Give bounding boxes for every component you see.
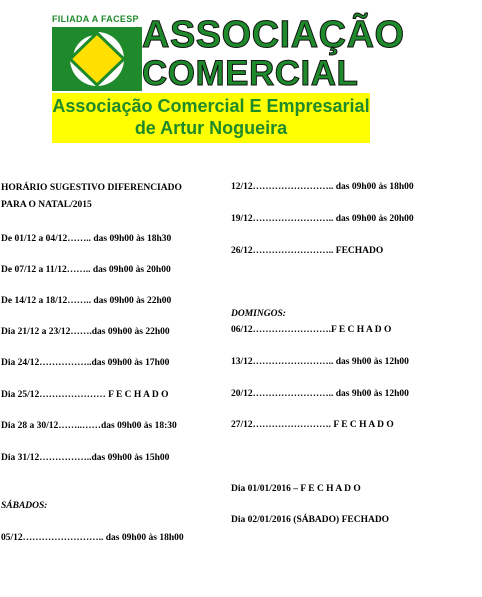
left-schedule-row: Dia 24/12……………..das 09h00 às 17h00 bbox=[1, 358, 170, 368]
logo-icon bbox=[52, 27, 142, 91]
left-schedule-row: Dia 25/12………………… F E C H A D O bbox=[1, 390, 169, 400]
saturday-row: 05/12…………………….. das 09h00 às 18h00 bbox=[1, 533, 184, 543]
saturdays-label: SÁBADOS: bbox=[1, 501, 48, 511]
left-schedule-row: Dia 31/12……………..das 09h00 às 15h00 bbox=[1, 453, 170, 463]
sunday-row: 27/12……………………. F E C H A D O bbox=[231, 420, 394, 430]
left-schedule-row: Dia 21/12 a 23/12…….das 09h00 às 22h00 bbox=[1, 327, 170, 337]
newyear-row: Dia 01/01/2016 – F E C H A D O bbox=[231, 484, 361, 494]
left-schedule-row: De 14/12 a 18/12…….. das 09h00 às 22h00 bbox=[1, 296, 172, 306]
right-schedule-row: 12/12…………………….. das 09h00 às 18h00 bbox=[231, 182, 414, 192]
left-schedule-row: Dia 28 a 30/12……..……das 09h00 às 18:30 bbox=[1, 421, 177, 431]
left-schedule-row: De 01/12 a 04/12…….. das 09h00 às 18h30 bbox=[1, 234, 172, 244]
sunday-row: 06/12…………………….F E C H A D O bbox=[231, 325, 392, 335]
newyear-row: Dia 02/01/2016 (SÁBADO) FECHADO bbox=[231, 515, 390, 525]
association-logo-mark bbox=[52, 27, 142, 91]
right-schedule-row: 26/12…………………….. FECHADO bbox=[231, 246, 384, 256]
left-schedule-row: De 07/12 a 11/12…….. das 09h00 às 20h00 bbox=[1, 265, 171, 275]
brand-title-line1: ASSOCIAÇÃO bbox=[142, 14, 405, 56]
filiada-text: FILIADA A FACESP bbox=[52, 14, 139, 24]
sunday-row: 20/12…………………….. das 9h00 às 12h00 bbox=[231, 389, 409, 399]
sundays-label: DOMINGOS: bbox=[231, 309, 286, 319]
right-schedule-row: 19/12…………………….. das 09h00 às 20h00 bbox=[231, 214, 414, 224]
banner-line1: Associação Comercial E Empresarial bbox=[52, 96, 370, 116]
banner-line2: de Artur Nogueira bbox=[134, 118, 288, 138]
schedule-title-line1: HORÁRIO SUGESTIVO DIFERENCIADO bbox=[1, 183, 182, 193]
brand-title-line2: COMERCIAL bbox=[142, 54, 359, 93]
header-banner bbox=[52, 93, 370, 143]
sunday-row: 13/12…………………….. das 9h00 às 12h00 bbox=[231, 357, 409, 367]
schedule-title-line2: PARA O NATAL/2015 bbox=[1, 200, 92, 210]
